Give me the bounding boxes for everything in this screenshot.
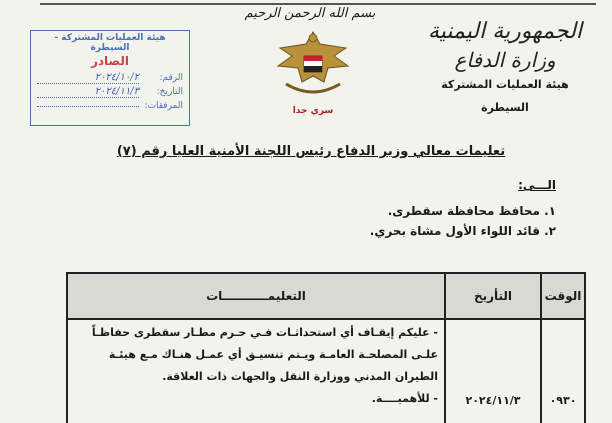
stamp-number-label: الرقم: (159, 73, 183, 83)
outgoing-stamp (30, 30, 190, 126)
document-title: تعليمات معالي وزير الدفاع رئيس اللجنة الأمنية العليا رقم (٧) (116, 144, 506, 159)
header-rule (40, 3, 596, 5)
cell-date: ٢٠٢٤/١١/٣ (444, 320, 540, 423)
stamp-date-row (37, 85, 183, 99)
instruction-line: الطيران المدني ووزارة النقل والجهات ذات العلاقة. (162, 370, 438, 383)
header-date: التأريخ (444, 274, 540, 320)
ministry-name: وزارة الدفاع (454, 48, 556, 72)
instruction-line: علـى المصلحـة العامـة ويـتم تنسيـق أي عمـل هنـاك مـع هيئـة (108, 348, 438, 361)
stamp-number-value: ٢٠٢٤/١٠/٢ (37, 72, 139, 84)
instruction-line: - للأهميــــة. (371, 392, 438, 405)
eagle-emblem-icon (268, 26, 358, 106)
recipient-item: ٢. قائد اللواء الأول مشاة بحري. (369, 224, 556, 238)
stamp-title: الصادر (90, 54, 129, 68)
stamp-org: هيئة العمليات المشتركة - السيطرة (54, 33, 166, 53)
stamp-date-value: ٢٠٢٤/١١/٣ (37, 86, 139, 98)
motto-label: سري جدا (292, 106, 334, 116)
stamp-attachments-row (37, 99, 183, 113)
instructions-table (66, 272, 586, 423)
stamp-date-label: التاريخ: (156, 87, 183, 97)
cell-time: ٠٩٣٠ (540, 320, 584, 423)
division-name: السيطرة (481, 101, 529, 114)
basmala: بسم الله الرحمن الرحيم (244, 6, 376, 21)
header-instructions: التعليمـــــــــــات (68, 274, 444, 320)
header-time: الوقت (540, 274, 584, 320)
republic-name: الجمهورية اليمنية (427, 19, 583, 44)
org-header (420, 18, 590, 114)
authority-name: هيئة العمليات المشتركة (441, 78, 569, 91)
recipient-item: ١. محافظ محافظة سقطرى. (387, 204, 556, 218)
recipients-label: الـــى: (518, 178, 556, 192)
table-header-row (68, 274, 584, 320)
table-row (68, 320, 584, 423)
instruction-line: - عليكم إيقـاف أي استحداثـات فـي حـرم مطـار سقطرى حفاظـاً (91, 326, 438, 339)
stamp-attachments-value (37, 106, 139, 107)
cell-instructions (68, 320, 444, 423)
stamp-number-row (37, 71, 183, 85)
stamp-attachments-label: المرفقات: (144, 101, 183, 111)
